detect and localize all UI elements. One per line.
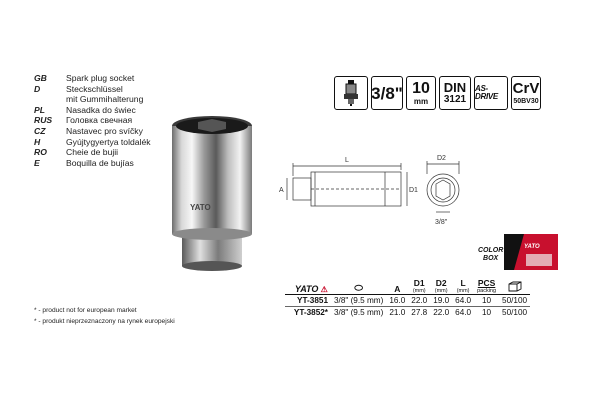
- spec-table: [285, 274, 530, 318]
- lang-row: [34, 115, 151, 126]
- table-row: [285, 295, 530, 307]
- lang-code: GB: [34, 73, 47, 83]
- header-d1: D1 (mm): [408, 274, 430, 295]
- lang-code: PL: [34, 104, 45, 115]
- label-d2: D2: [437, 155, 446, 162]
- lang-code: CZ: [34, 125, 46, 136]
- spec-icons: [334, 76, 541, 110]
- language-list: [34, 73, 151, 168]
- lang-text: Nastavec pro svíčky: [66, 125, 143, 136]
- color-box-brand: YATO: [524, 244, 540, 250]
- color-box-line1: COLOR: [478, 247, 504, 254]
- drive-size-value: 3/8": [371, 83, 403, 103]
- socket-body: [172, 126, 252, 234]
- lang-row: [34, 137, 151, 148]
- package-box-icon: [508, 281, 522, 292]
- cell-d1: 22.0: [408, 295, 430, 307]
- lang-code: RO: [34, 147, 47, 158]
- header-a: A: [386, 274, 408, 295]
- lang-row: [34, 126, 151, 137]
- header-brand: [285, 274, 331, 295]
- din-label: DIN: [443, 80, 467, 95]
- lang-text: Spark plug socket: [66, 73, 135, 83]
- lang-row: [34, 147, 151, 158]
- socket-engraving: YATO: [190, 203, 211, 212]
- label-d1: D1: [409, 187, 418, 194]
- drive-type-label: AS-DRIVE: [475, 84, 498, 101]
- drive-size-badge: [371, 76, 403, 110]
- cell-d2: 22.0: [433, 308, 450, 317]
- table-header-row: [285, 274, 530, 295]
- cell-drive: 3/8" (9.5 mm): [334, 308, 384, 317]
- cell-drive: 3/8" (9.5 mm): [331, 295, 386, 307]
- lang-text: Головка свечная: [66, 115, 133, 126]
- cell-box: 50/100: [502, 308, 528, 317]
- yato-logo-icon: YATO: [294, 284, 319, 294]
- header-d2: D2 (mm): [430, 274, 452, 295]
- header-drive: [331, 274, 386, 295]
- drive-type-badge: [474, 76, 508, 110]
- label-drive: 3/8": [435, 219, 448, 226]
- cell-d2: 19.0: [430, 295, 452, 307]
- footnotes: [34, 306, 175, 327]
- cell-d1: 27.8: [411, 308, 428, 317]
- table-row: [285, 307, 530, 319]
- spark-plug-socket-photo: [160, 110, 265, 280]
- header-box: [499, 274, 530, 295]
- lang-code: D: [34, 83, 41, 94]
- diagram-end-view: [427, 174, 459, 206]
- yato-mark: ⚠: [320, 285, 328, 294]
- footnote: * - product not for european market: [34, 307, 137, 314]
- diagram-drive-end: [293, 178, 311, 200]
- material-label: CrV: [512, 80, 540, 97]
- din-number: 3121: [443, 94, 467, 105]
- cell-code: YT-3851: [285, 295, 331, 307]
- dimension-diagram: [275, 150, 475, 240]
- label-a: A: [279, 187, 284, 194]
- header-pcs: PCS packing: [474, 274, 499, 295]
- lang-row: [34, 105, 151, 116]
- spark-plug-icon: [334, 76, 368, 110]
- footnote: * - produkt nieprzeznaczony na rynek europejski: [34, 317, 175, 325]
- lang-text: Nasadka do świec: [66, 104, 136, 115]
- socket-size-badge: [406, 76, 436, 110]
- lang-row: [34, 73, 151, 84]
- square-drive-icon: ⬭: [354, 283, 363, 294]
- material-badge: [511, 76, 541, 110]
- socket-bottom: [182, 261, 242, 271]
- lang-row: [34, 94, 151, 105]
- lang-text: Boquilla de bujías: [66, 157, 134, 168]
- socket-shoulder: [172, 228, 252, 240]
- lang-code: E: [34, 157, 40, 168]
- cell-box: 50/100: [499, 295, 530, 307]
- cell-pcs: 10: [482, 308, 492, 317]
- cell-l: 64.0: [452, 295, 474, 307]
- cell-a: 16.0: [386, 295, 408, 307]
- socket-size-value: 10: [412, 79, 430, 97]
- lang-code: [34, 94, 66, 105]
- cell-a: 21.0: [389, 308, 406, 317]
- lang-text: Cheie de bujii: [66, 147, 119, 158]
- header-l: L (mm): [452, 274, 474, 295]
- socket-size-unit: mm: [413, 96, 429, 106]
- din-badge: [439, 76, 471, 110]
- material-grade: 50BV30: [513, 98, 539, 105]
- cell-pcs: 10: [474, 295, 499, 307]
- lang-code: RUS: [34, 115, 53, 126]
- lang-text: mit Gummihalterung: [66, 94, 144, 105]
- lang-row: [34, 158, 151, 169]
- cell-l: 64.0: [455, 308, 472, 317]
- lang-code: H: [34, 136, 41, 147]
- lang-text: Gyújtygyertya toldalék: [66, 136, 151, 147]
- label-l: L: [345, 157, 349, 164]
- cell-code: YT-3852*: [293, 308, 328, 317]
- color-box-image: [490, 232, 558, 272]
- lang-row: [34, 84, 151, 95]
- color-box-line2: BOX: [483, 255, 499, 262]
- lang-text: Steckschlüssel: [66, 83, 123, 94]
